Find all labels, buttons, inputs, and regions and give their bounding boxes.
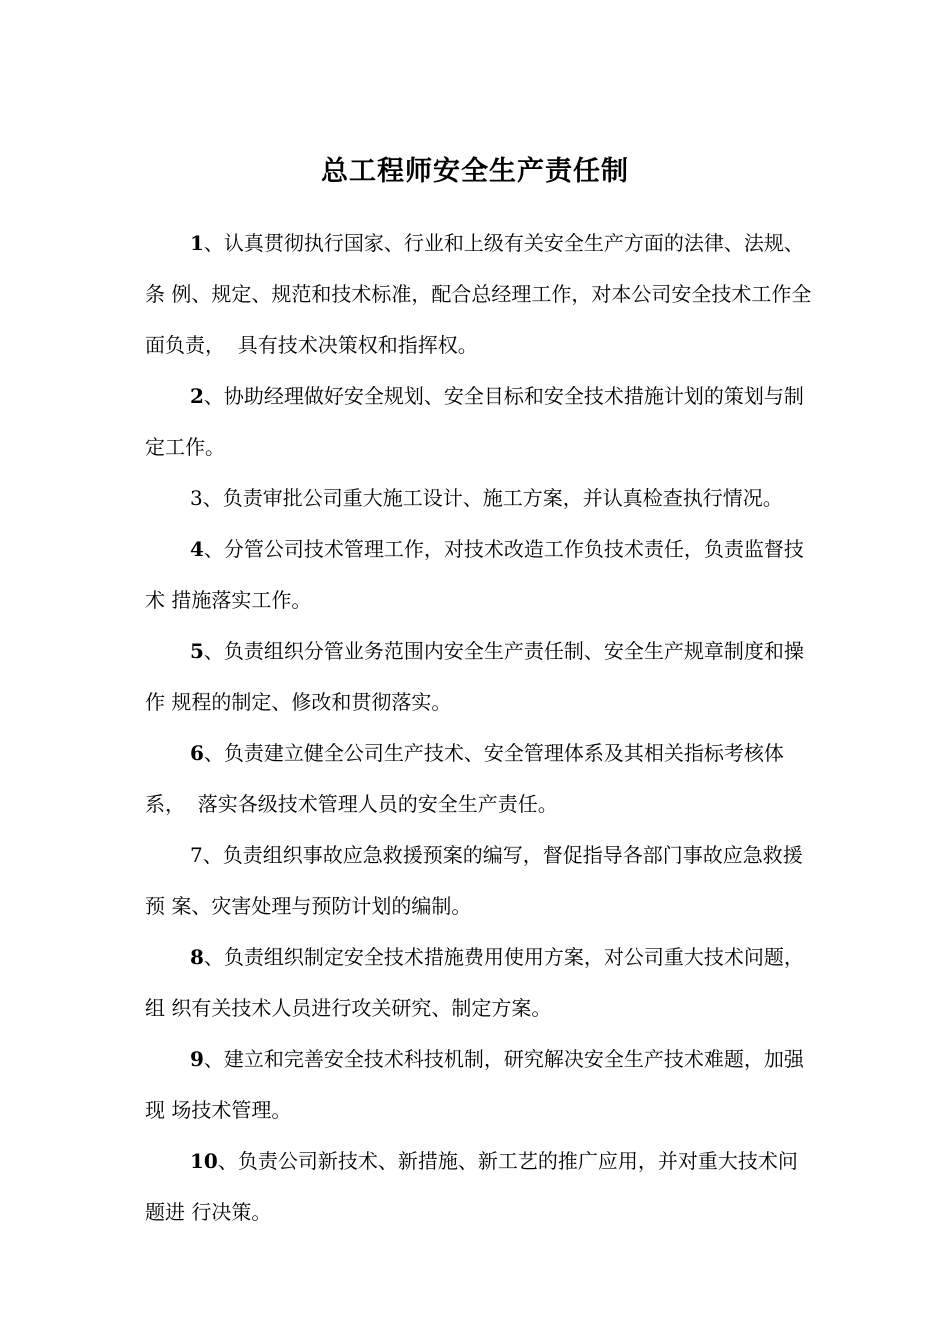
- item-number: 2: [190, 384, 204, 408]
- item-separator: 、: [203, 537, 224, 561]
- paragraph-line: 度和操作 规程的制定、修改和贯彻落实。: [145, 639, 804, 714]
- paragraph-line: 督技术 措施落实工作。: [145, 537, 804, 612]
- item-separator: 、: [203, 384, 224, 408]
- paragraph-1: [145, 218, 817, 371]
- item-separator: 、: [203, 231, 224, 255]
- paragraph-line: 划与制定工作。: [145, 384, 804, 459]
- paragraph-8: [145, 932, 817, 1034]
- paragraph-line: 协助经理做好安全规划、安全目标和安全技术措施计划的策: [223, 384, 744, 408]
- paragraph-line: 急救援预 案、灾害处理与预防计划的编制。: [145, 843, 803, 918]
- paragraph-line: 规、条 例、规定、规范和技术标准，配合总经理工作，对本公司安全技: [145, 231, 804, 306]
- item-separator: 、: [203, 639, 224, 663]
- item-separator: 、: [202, 486, 223, 510]
- paragraph-line: 建立和完善安全技术科技机制，研究解决安全生产技术难题，: [223, 1047, 764, 1071]
- item-number: 5: [190, 639, 204, 663]
- item-number: 4: [190, 537, 204, 561]
- item-number: 3: [190, 486, 203, 510]
- item-separator: 、: [217, 1149, 238, 1173]
- item-number: 7: [190, 843, 203, 867]
- document-title: 总工程师安全生产责任制: [321, 156, 629, 187]
- paragraph-6: [145, 728, 817, 830]
- paragraph-4: [145, 524, 817, 626]
- item-number: 1: [190, 231, 204, 255]
- item-separator: 、: [203, 945, 224, 969]
- paragraph-line: 分管公司技术管理工作，对技术改造工作负技术责任，负责监: [223, 537, 764, 561]
- item-number: 6: [190, 741, 204, 765]
- item-separator: 、: [203, 741, 224, 765]
- item-number: 10: [190, 1149, 218, 1173]
- paragraph-7: [145, 830, 817, 932]
- paragraph-line: 术工作全面负责， 具有技术决策权和指挥权。: [145, 282, 812, 357]
- paragraph-2: [145, 371, 817, 473]
- item-number: 9: [190, 1047, 204, 1071]
- item-separator: 、: [202, 843, 223, 867]
- paragraph-line: 问题进 行决策。: [145, 1149, 798, 1224]
- paragraph-line: 认真贯彻执行国家、行业和上级有关安全生产方面的法律、法: [223, 231, 764, 255]
- paragraph-line: 负责建立健全公司生产技术、安全管理体系及其相关指标考: [223, 741, 744, 765]
- paragraph-line: 负责公司新技术、新措施、新工艺的推广应用，并对重大技术: [237, 1149, 778, 1173]
- paragraph-5: [145, 626, 817, 728]
- paragraph-line: 负责组织制定安全技术措施费用使用方案，对公司重大技术: [223, 945, 744, 969]
- item-separator: 、: [203, 1047, 224, 1071]
- paragraph-line: 负责组织分管业务范围内安全生产责任制、安全生产规章制: [223, 639, 744, 663]
- paragraph-line: 负责审批公司重大施工设计、施工方案，并认真检查执行情况。: [222, 486, 783, 510]
- document-body: [145, 218, 817, 1238]
- paragraph-9: [145, 1034, 817, 1136]
- paragraph-line: 核体系， 落实各级技术管理人员的安全生产责任。: [145, 741, 784, 816]
- paragraph-line: 问题，组 织有关技术人员进行攻关研究、制定方案。: [145, 945, 804, 1020]
- paragraph-10: [145, 1136, 817, 1238]
- paragraph-line: 加强现 场技术管理。: [145, 1047, 804, 1122]
- paragraph-3: [145, 473, 817, 524]
- item-number: 8: [190, 945, 204, 969]
- paragraph-line: 负责组织事故应急救援预案的编写，督促指导各部门事故应: [222, 843, 743, 867]
